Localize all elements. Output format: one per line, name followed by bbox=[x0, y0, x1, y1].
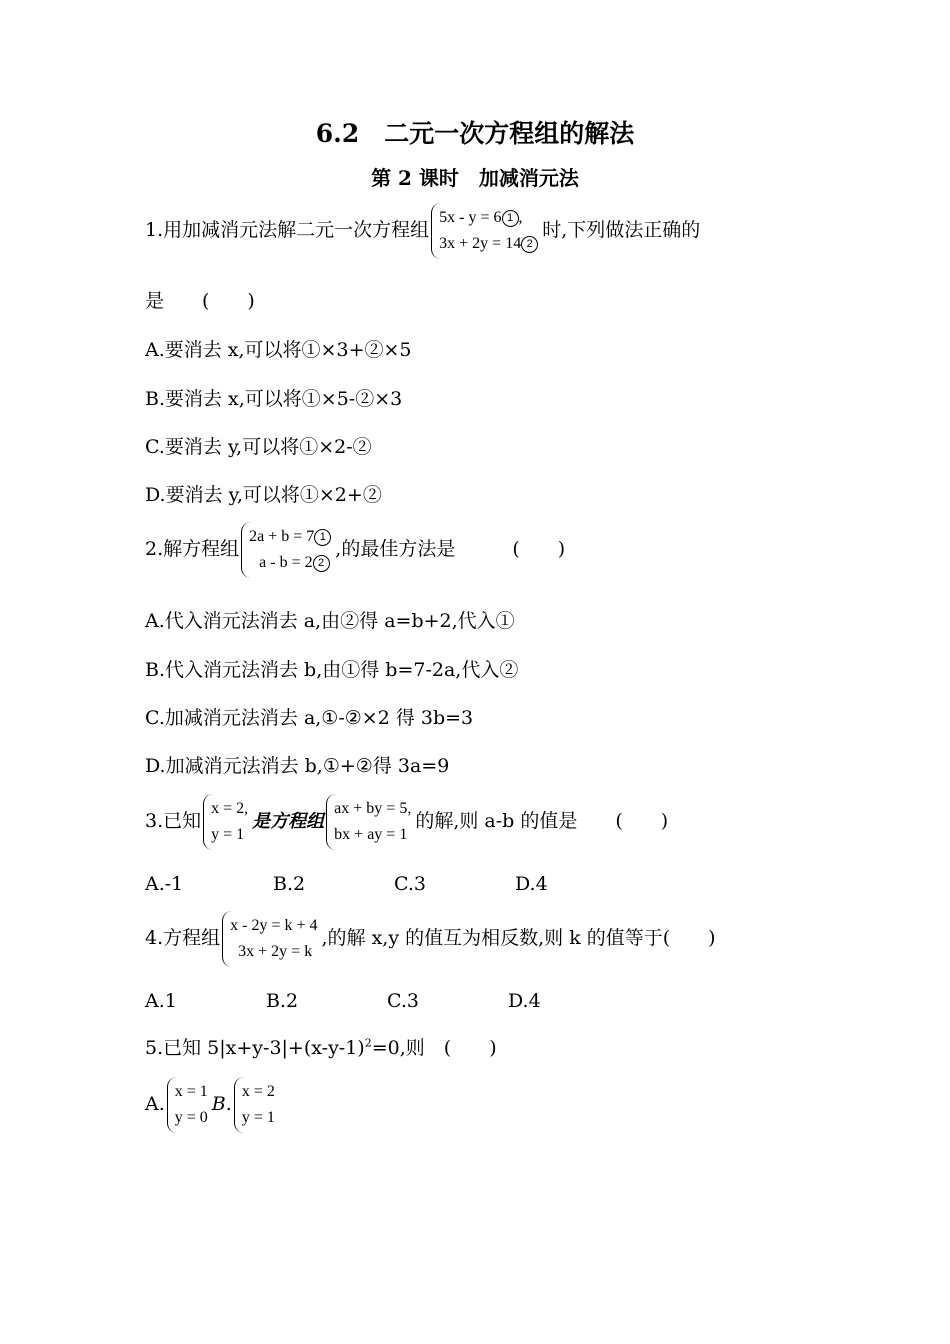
q3-solution-system: x = 2, y = 1 bbox=[203, 794, 250, 850]
q1-stem bbox=[145, 203, 700, 259]
q4-option-c: C.3 bbox=[387, 990, 419, 1012]
q2-option-c: C.加减消元法消去 a,①-②×2 得 3b=3 bbox=[145, 707, 474, 729]
q2-option-d: D.加减消元法消去 b,①+②得 3a=9 bbox=[145, 755, 450, 777]
q4-option-a: A.1 bbox=[145, 990, 177, 1012]
circled-number-icon: 1 bbox=[502, 210, 519, 227]
q4-option-b: B.2 bbox=[266, 990, 299, 1012]
q1-option-d: D.要消去 y,可以将①×2+② bbox=[145, 484, 382, 506]
q5-stem: 5.已知 $5|x+y-3|+(x-y-1)^2=0$,则 ( ) bbox=[145, 1036, 497, 1059]
q1-stem-tail: 时,下列做法正确的 bbox=[542, 219, 701, 241]
q3-option-c: C.3 bbox=[394, 873, 426, 895]
q1-eq2: 3x + 2y = 14 2 bbox=[439, 231, 538, 257]
q1-option-b: B.要消去 x,可以将①×5-②×3 bbox=[145, 388, 403, 410]
q5-option-b-label: B. bbox=[211, 1093, 232, 1115]
circled-number-icon: 2 bbox=[313, 555, 330, 572]
q2-eq2: a - b = 2 2 bbox=[249, 550, 331, 576]
q4-equation-system: x - 2y = k + 4 3x + 2y = k bbox=[222, 911, 319, 967]
q3-option-a: A.-1 bbox=[145, 873, 184, 895]
q1-option-c: C.要消去 y,可以将①×2-② bbox=[145, 436, 372, 458]
q5-options bbox=[145, 1077, 279, 1133]
q2-option-b: B.代入消元法消去 b,由①得 b=7-2a,代入② bbox=[145, 659, 519, 681]
page-subtitle: 第 2 课时 加减消元法 bbox=[371, 166, 579, 190]
q2-option-a: A.代入消元法消去 a,由②得 a=b+2,代入① bbox=[145, 610, 515, 632]
q1-stem-line2: 是 ( ) bbox=[145, 290, 255, 312]
q1-eq1: 5x - y = 6 1 , bbox=[439, 209, 523, 226]
q3-mid-text: 是方程组 bbox=[252, 811, 325, 831]
q2-stem: 2.解方程组 2a + b = 7 1 a - b = 2 2 ,的最佳方法是 ( ) bbox=[145, 522, 565, 578]
q5-option-a-label: A. bbox=[145, 1093, 165, 1115]
q1-option-a: A.要消去 x,可以将①×3+②×5 bbox=[145, 339, 412, 361]
q4-stem: 4.方程组 x - 2y = k + 4 3x + 2y = k ,的解 x,y 的值互为相反数,则 k 的值等于( ) bbox=[145, 911, 716, 967]
q4-option-d: D.4 bbox=[508, 990, 541, 1012]
q2-eq1: 2a + b = 7 1 bbox=[249, 524, 331, 550]
q1-equation-system bbox=[431, 203, 540, 259]
q5-option-b-system: x = 2 y = 1 bbox=[234, 1077, 277, 1133]
q5-option-a-system: x = 1 y = 0 bbox=[167, 1077, 210, 1133]
circled-number-icon: 1 bbox=[314, 529, 331, 546]
circled-number-icon: 2 bbox=[521, 236, 538, 253]
q2-equation-system bbox=[241, 522, 333, 578]
q3-equation-system: ax + by = 5, bx + ay = 1 bbox=[326, 794, 413, 850]
q3-stem: 3.已知 x = 2, y = 1 是方程组 ax + by = 5, bx + ay = 1 的解,则 a-b 的值是 ( ) bbox=[145, 794, 668, 850]
q3-option-d: D.4 bbox=[515, 873, 548, 895]
q1-stem-text: 1.用加减消元法解二元一次方程组 bbox=[145, 219, 430, 241]
q3-option-b: B.2 bbox=[273, 873, 306, 895]
page-title: 6.2 二元一次方程组的解法 bbox=[315, 119, 635, 148]
